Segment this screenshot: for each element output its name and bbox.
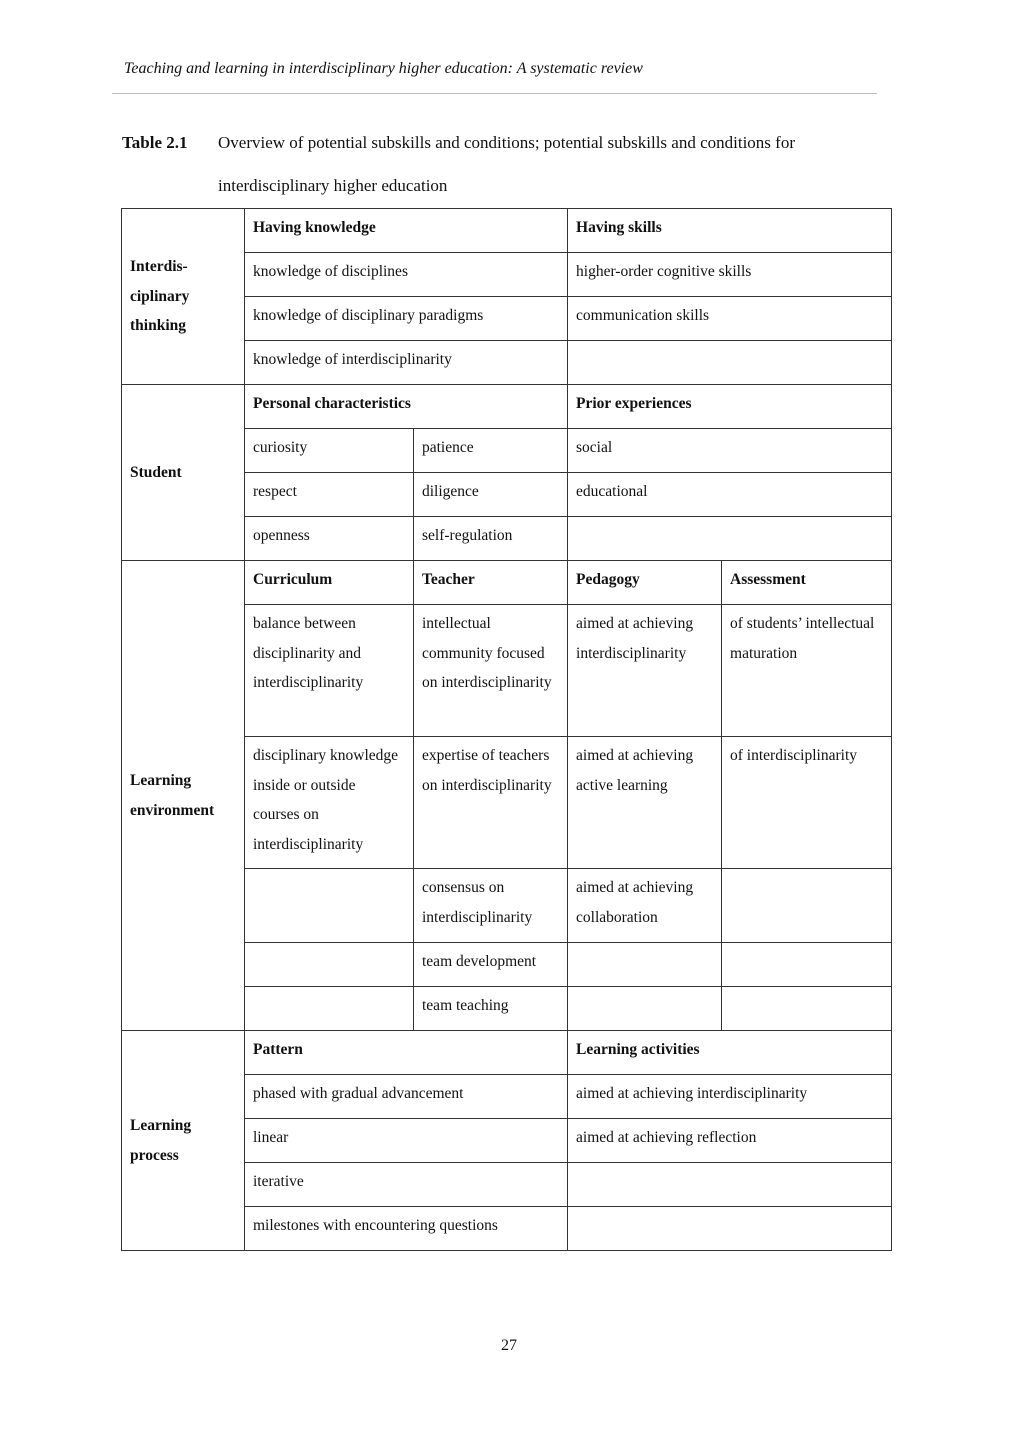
empty-cell <box>245 987 414 1031</box>
table-cell: social <box>568 429 892 473</box>
header-having-knowledge: Having knowledge <box>245 209 568 253</box>
section-learning-environment: Learning environment <box>122 561 245 1031</box>
table-cell: knowledge of disciplinary paradigms <box>245 297 568 341</box>
header-prior-experiences: Prior experiences <box>568 385 892 429</box>
table-caption-text: Overview of potential subskills and conditions; potential subskills and conditions for interdisciplinary higher education <box>218 133 795 195</box>
table-cell: expertise of teachers on interdisciplinarity <box>414 737 568 869</box>
table-cell: knowledge of interdisciplinarity <box>245 341 568 385</box>
header-pattern: Pattern <box>245 1031 568 1075</box>
table-cell: openness <box>245 517 414 561</box>
table-cell: aimed at achieving interdisciplinarity <box>568 605 722 737</box>
table-cell: phased with gradual advancement <box>245 1075 568 1119</box>
empty-cell <box>568 943 722 987</box>
table-cell: aimed at achieving interdisciplinarity <box>568 1075 892 1119</box>
table-cell: communication skills <box>568 297 892 341</box>
table-cell: team teaching <box>414 987 568 1031</box>
section-student: Student <box>122 385 245 561</box>
header-personal-characteristics: Personal characteristics <box>245 385 568 429</box>
table-cell: patience <box>414 429 568 473</box>
table-cell: respect <box>245 473 414 517</box>
table-cell: aimed at achieving reflection <box>568 1119 892 1163</box>
table-cell: intellectual community focused on interdisciplinarity <box>414 605 568 737</box>
header-assessment: Assessment <box>722 561 892 605</box>
empty-cell <box>245 869 414 943</box>
table-cell: milestones with encountering questions <box>245 1207 568 1251</box>
table-cell: higher-order cognitive skills <box>568 253 892 297</box>
table-cell: iterative <box>245 1163 568 1207</box>
section-interdisciplinary-thinking: Interdis-ciplinary thinking <box>122 209 245 385</box>
header-curriculum: Curriculum <box>245 561 414 605</box>
table-caption-label: Table 2.1 <box>122 133 188 152</box>
table-cell: of students’ intellectual maturation <box>722 605 892 737</box>
empty-cell <box>722 987 892 1031</box>
header-rule <box>112 93 877 94</box>
subskills-conditions-table <box>121 208 892 1251</box>
table-cell: of interdisciplinarity <box>722 737 892 869</box>
page-number: 27 <box>501 1337 517 1354</box>
empty-cell <box>722 943 892 987</box>
header-teacher: Teacher <box>414 561 568 605</box>
table-cell: disciplinary knowledge inside or outside courses on interdisciplinarity <box>245 737 414 869</box>
table-cell: consensus on interdisciplinarity <box>414 869 568 943</box>
empty-cell <box>722 869 892 943</box>
section-learning-process: Learning process <box>122 1031 245 1251</box>
empty-cell <box>568 1207 892 1251</box>
table-cell: aimed at achieving collaboration <box>568 869 722 943</box>
header-learning-activities: Learning activities <box>568 1031 892 1075</box>
empty-cell <box>568 341 892 385</box>
running-header: Teaching and learning in interdisciplinary higher education: A systematic review <box>124 60 643 77</box>
table-cell: self-regulation <box>414 517 568 561</box>
table-cell: diligence <box>414 473 568 517</box>
table-cell: linear <box>245 1119 568 1163</box>
empty-cell <box>568 987 722 1031</box>
table-cell: knowledge of disciplines <box>245 253 568 297</box>
empty-cell <box>245 943 414 987</box>
table-cell: educational <box>568 473 892 517</box>
table-cell: balance between disciplinarity and interdisciplinarity <box>245 605 414 737</box>
empty-cell <box>568 517 892 561</box>
table-cell: team development <box>414 943 568 987</box>
table-cell: aimed at achieving active learning <box>568 737 722 869</box>
header-pedagogy: Pedagogy <box>568 561 722 605</box>
empty-cell <box>568 1163 892 1207</box>
table-cell: curiosity <box>245 429 414 473</box>
header-having-skills: Having skills <box>568 209 892 253</box>
